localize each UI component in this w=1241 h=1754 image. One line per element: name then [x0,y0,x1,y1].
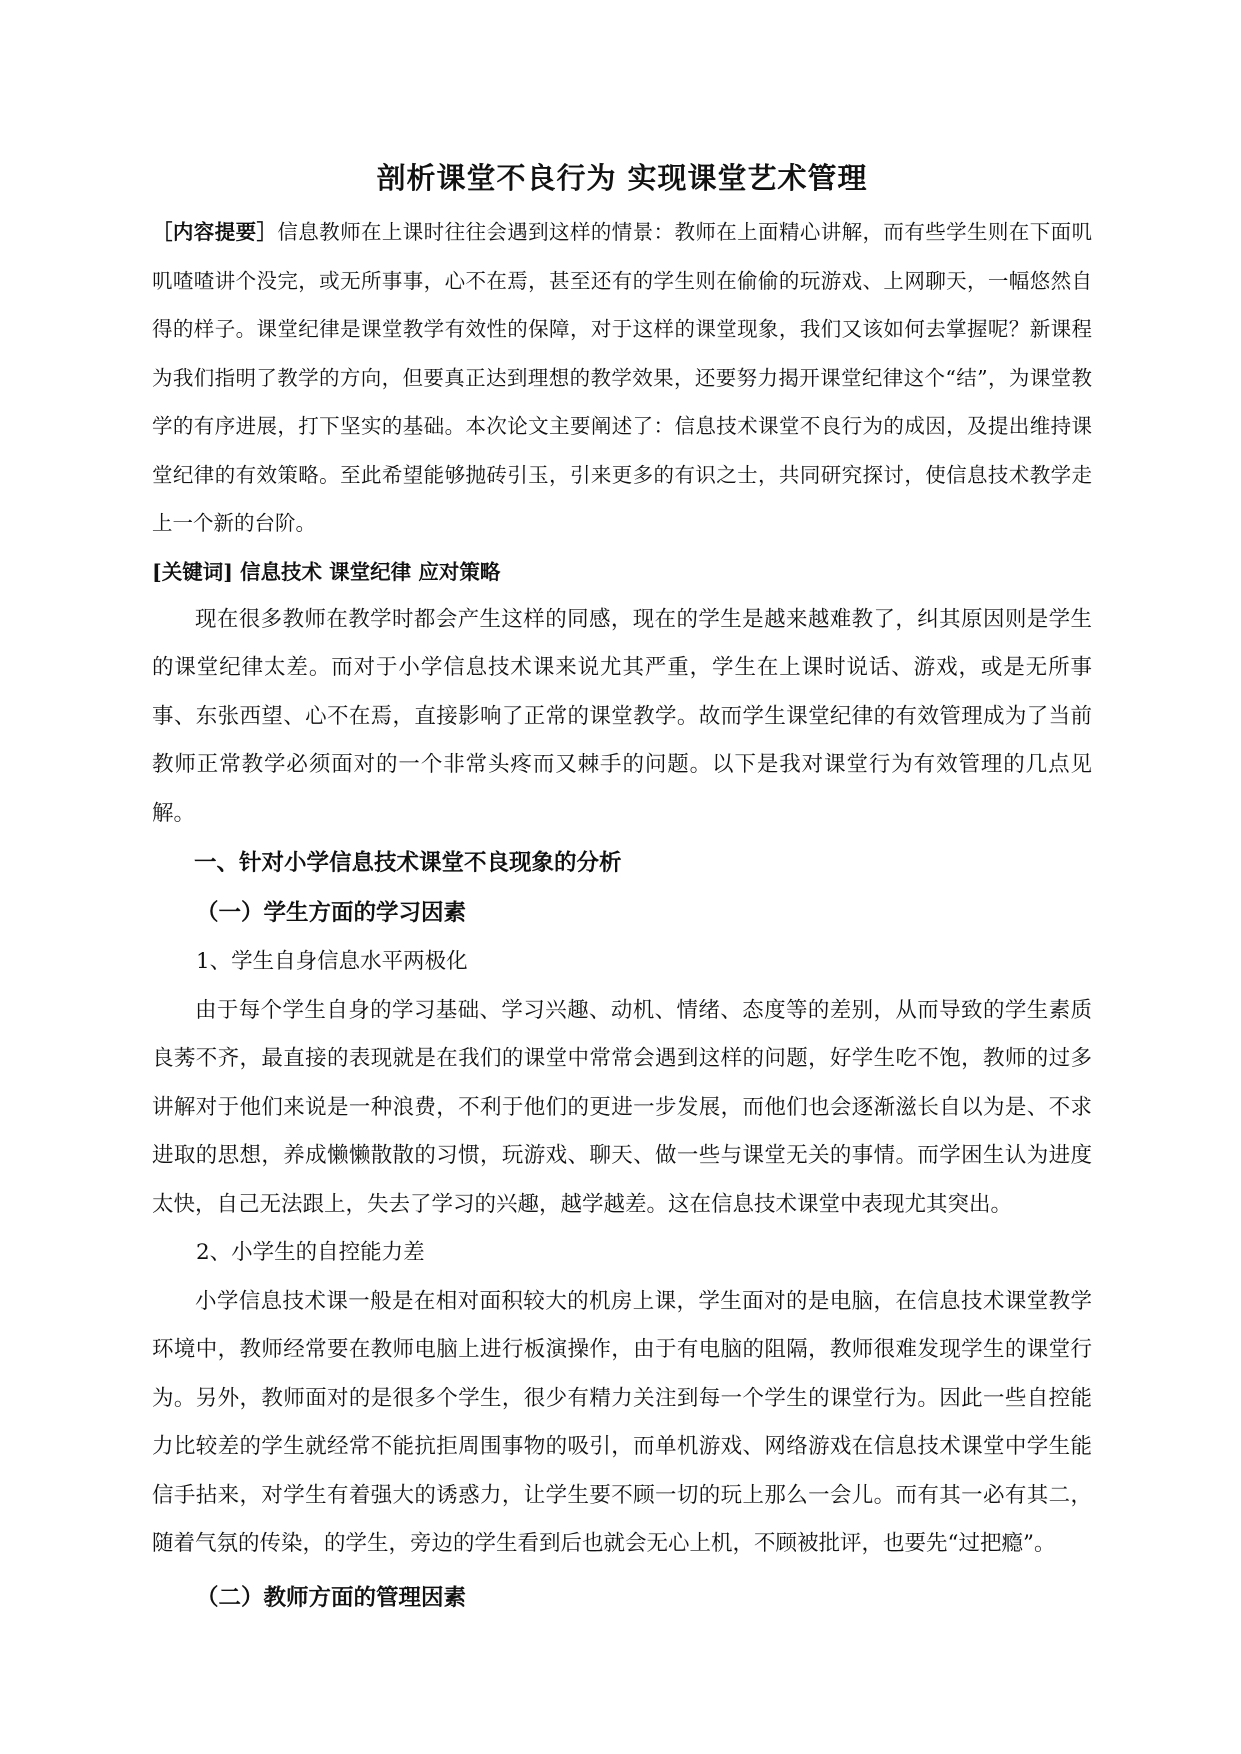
abstract-text: 信息教师在上课时往往会遇到这样的情景：教师在上面精心讲解，而有些学生则在下面叽叽喳喳讲个没完，或无所事事，心不在焉，甚至还有的学生则在偷偷的玩游戏、上网聊天，一幅悠然自得的样子。课堂纪律是课堂教学有效性的保障，对于这样的课堂现象，我们又该如何去掌握呢？新课程为我们指明了教学的方向，但要真正达到理想的教学效果，还要努力揭开课堂纪律这个“结”，为课堂教学的有序进展，打下坚实的基础。本次论文主要阐述了：信息技术课堂不良行为的成因，及提出维持课堂纪律的有效策略。至此希望能够抛砖引玉，引来更多的有识之士，共同研究探讨，使信息技术教学走上一个新的台阶。 [152,220,1093,535]
abstract-label: ［内容提要］ [152,220,278,244]
document-content [152,158,1092,1623]
subsection-1-heading: （一）学生方面的学习因素 [196,900,467,926]
intro-paragraph: 现在很多教师在教学时都会产生这样的同感，现在的学生是越来越难教了，纠其原因则是学生的课堂纪律太差。而对于小学信息技术课来说尤其严重，学生在上课时说话、游戏，或是无所事事、东张西望、心不在焉，直接影响了正常的课堂教学。故而学生课堂纪律的有效管理成为了当前教师正常教学必须面对的一个非常头疼而又棘手的问题。以下是我对课堂行为有效管理的几点见解。 [152,606,1092,826]
document-title: 剖析课堂不良行为 实现课堂艺术管理 [376,161,868,195]
keywords-line [152,548,1092,596]
keywords-label: [关键词] [152,559,233,584]
item-1-heading: 1、学生自身信息水平两极化 [196,949,468,974]
section-1-heading: 一、针对小学信息技术课堂不良现象的分析 [194,850,622,876]
abstract-paragraph [152,208,1092,548]
keywords-text: 信息技术 课堂纪律 应对策略 [240,559,501,584]
item-2-paragraph: 小学信息技术课一般是在相对面积较大的机房上课，学生面对的是电脑，在信息技术课堂教学环境中，教师经常要在教师电脑上进行板演操作，由于有电脑的阻隔，教师很难发现学生的课堂行为。另外，教师面对的是很多个学生，很少有精力关注到每一个学生的课堂行为。因此一些自控能力比较差的学生就经常不能抗拒周围事物的吸引，而单机游戏、网络游戏在信息技术课堂中学生能信手拈来，对学生有着强大的诱惑力，让学生要不顾一切的玩上那么一会儿。而有其一必有其二，随着气氛的传染，的学生，旁边的学生看到后也就会无心上机，不顾被批评，也要先“过把瘾”。 [152,1288,1092,1556]
item-1-paragraph: 由于每个学生自身的学习基础、学习兴趣、动机、情绪、态度等的差别，从而导致的学生素质良莠不齐，最直接的表现就是在我们的课堂中常常会遇到这样的问题，好学生吃不饱，教师的过多讲解对于他们来说是一种浪费，不利于他们的更进一步发展，而他们也会逐渐滋长自以为是、不求进取的思想，养成懒懒散散的习惯，玩游戏、聊天、做一些与课堂无关的事情。而学困生认为进度太快，自己无法跟上，失去了学习的兴趣，越学越差。这在信息技术课堂中表现尤其突出。 [152,997,1092,1217]
item-2-heading: 2、小学生的自控能力差 [196,1240,425,1265]
subsection-2-heading: （二）教师方面的管理因素 [196,1584,467,1611]
